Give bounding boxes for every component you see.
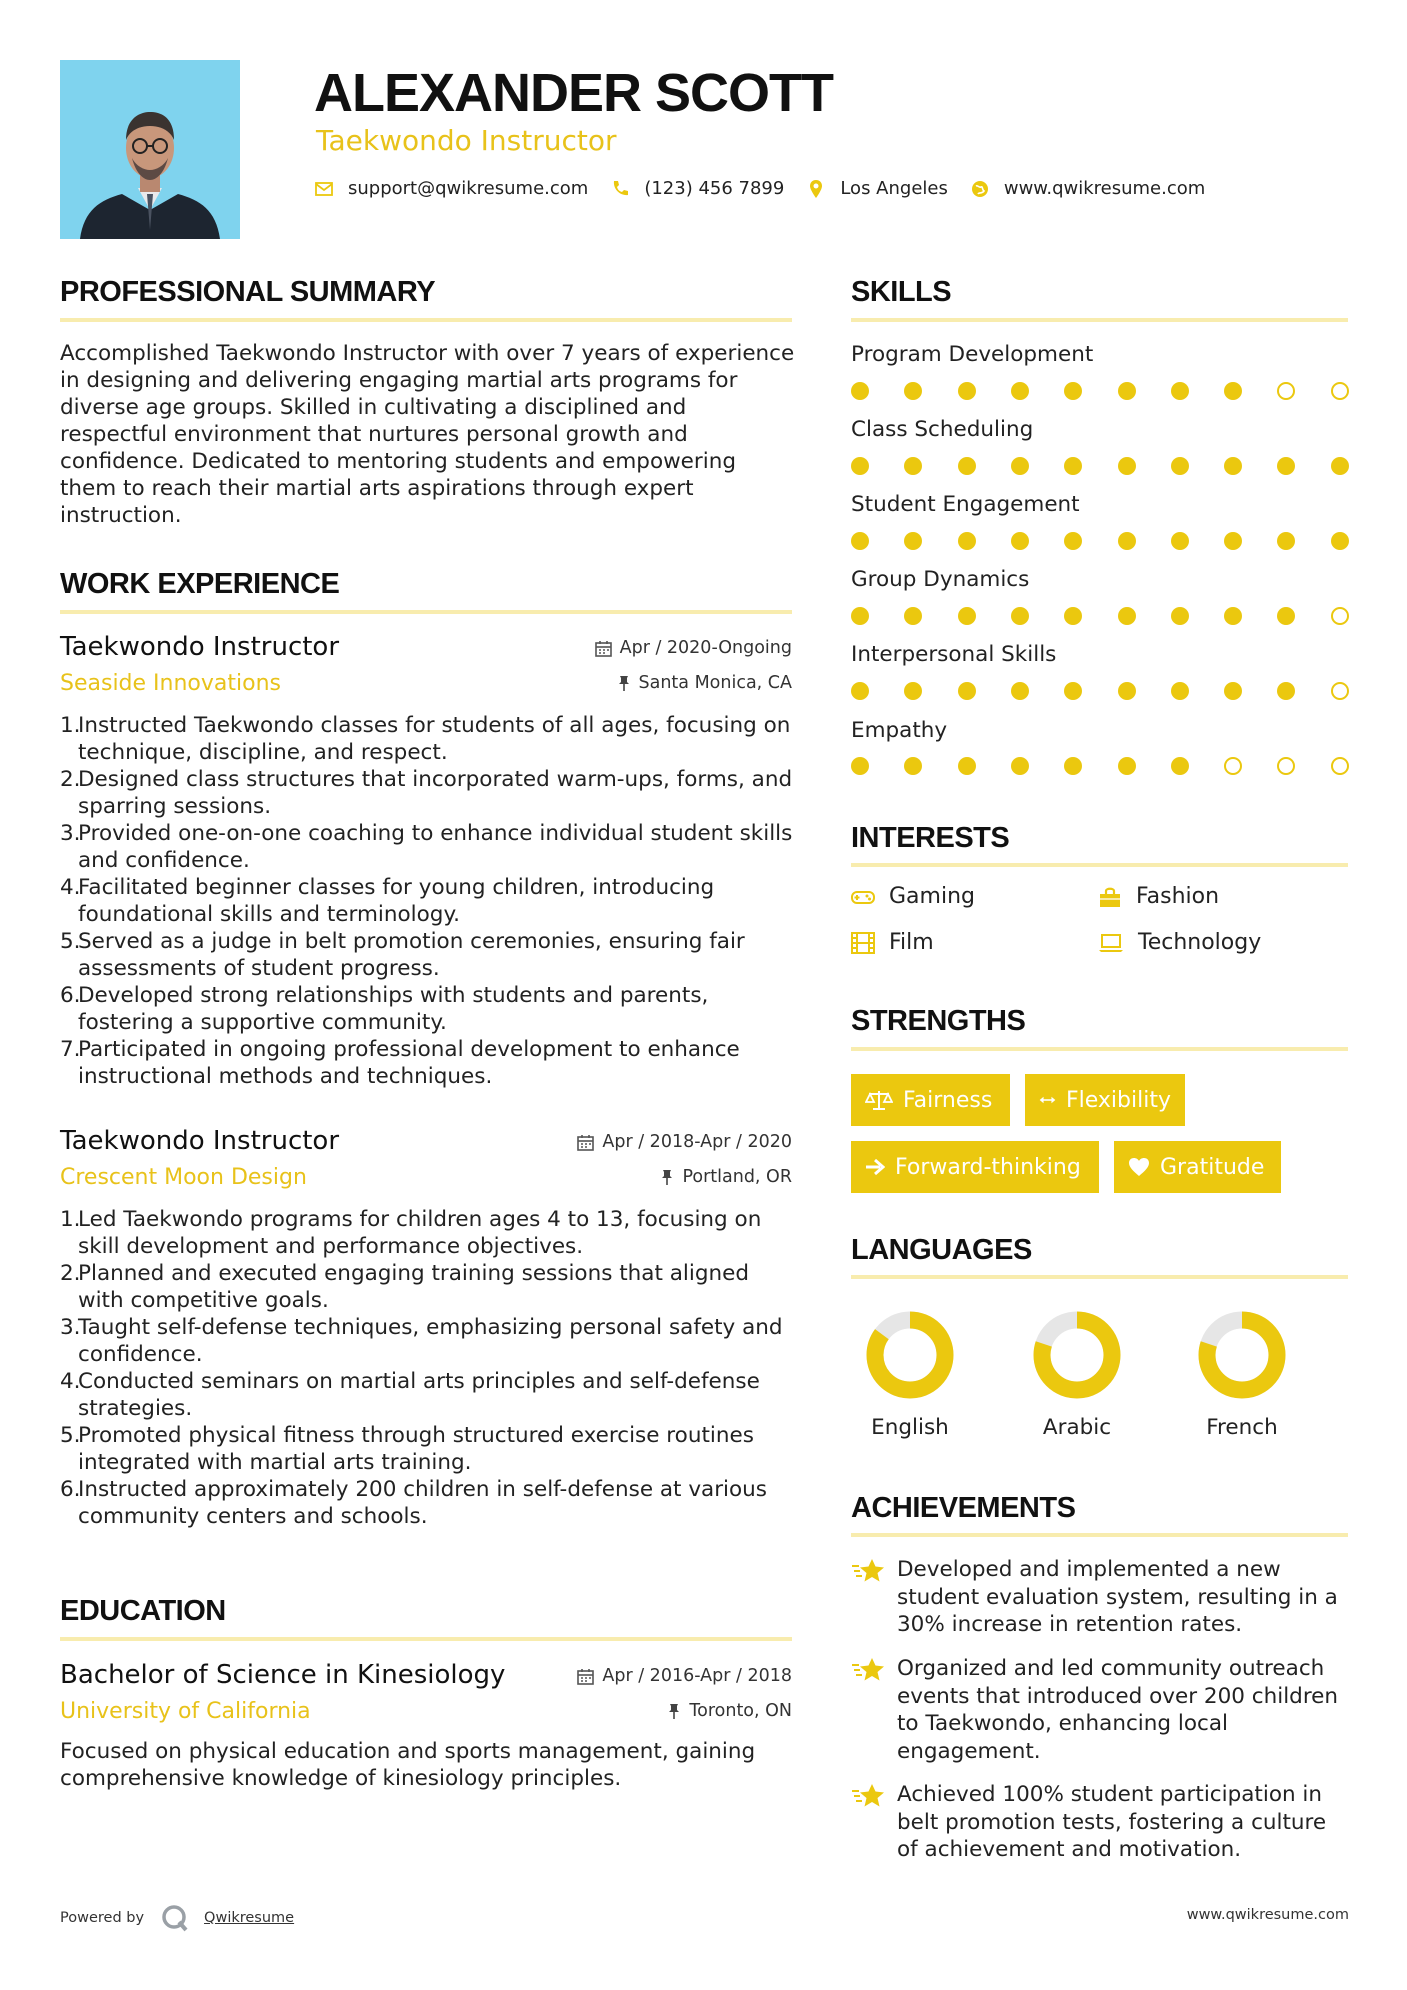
language-item bbox=[1022, 1310, 1132, 1470]
rating-dot-filled bbox=[1011, 532, 1029, 550]
skill-name: Interpersonal Skills bbox=[851, 642, 1057, 667]
job-duties-list bbox=[60, 1206, 795, 1530]
interests-rule bbox=[851, 863, 1348, 867]
list-item-text: Facilitated beginner classes for young children, introducing foundational skills and terminology. bbox=[78, 875, 715, 927]
rating-dot-filled bbox=[958, 607, 976, 625]
rating-dot-filled bbox=[1011, 682, 1029, 700]
language-item bbox=[855, 1310, 965, 1470]
language-proficiency-donut bbox=[1032, 1310, 1122, 1400]
achievement-text: Achieved 100% student participation in belt promotion tests, fostering a culture of achievement and motivation. bbox=[897, 1782, 1327, 1862]
rating-dot-filled bbox=[1118, 607, 1136, 625]
interest-label: Technology bbox=[1138, 930, 1262, 955]
list-item: 2. Planned and executed engaging training sessions that aligned with competitive goals. bbox=[60, 1261, 750, 1313]
rating-dot-empty bbox=[1331, 607, 1349, 625]
footer-url[interactable]: www.qwikresume.com bbox=[1186, 1907, 1349, 1923]
strengths-rule bbox=[851, 1047, 1348, 1051]
job-entry bbox=[60, 632, 792, 1102]
education-heading: EDUCATION bbox=[60, 1595, 226, 1627]
powered-by-text: Powered by bbox=[60, 1910, 145, 1926]
interests-heading: INTERESTS bbox=[851, 822, 1010, 854]
skill-name: Empathy bbox=[851, 718, 948, 743]
email-text: support@qwikresume.com bbox=[348, 178, 589, 199]
list-item: 4. Facilitated beginner classes for young children, introducing foundational skills and terminology. bbox=[60, 875, 715, 927]
job-date bbox=[577, 1132, 792, 1152]
rating-dot-filled bbox=[1011, 607, 1029, 625]
rating-dot-filled bbox=[1064, 382, 1082, 400]
language-name: English bbox=[871, 1415, 949, 1440]
strength-label: Forward-thinking bbox=[895, 1154, 1081, 1180]
strength-badge bbox=[1025, 1074, 1185, 1126]
language-name: Arabic bbox=[1042, 1415, 1112, 1440]
person-portrait-icon bbox=[60, 60, 240, 239]
rating-dot-filled bbox=[1171, 682, 1189, 700]
rating-dot-filled bbox=[851, 757, 869, 775]
strength-label: Gratitude bbox=[1160, 1154, 1265, 1180]
job-company: Seaside Innovations bbox=[60, 671, 281, 696]
language-proficiency-donut bbox=[865, 1310, 955, 1400]
gamepad-icon bbox=[851, 888, 875, 906]
experience-rule bbox=[60, 610, 792, 614]
list-item: 1. Led Taekwondo programs for children ages 4 to 13, focusing on skill development and performance objectives. bbox=[60, 1207, 762, 1259]
rating-dot-filled bbox=[1118, 682, 1136, 700]
list-item-text: Designed class structures that incorporated warm-ups, forms, and sparring sessions. bbox=[78, 767, 793, 819]
rating-dot-filled bbox=[1118, 382, 1136, 400]
qwikresume-logo-icon bbox=[160, 1903, 190, 1933]
strengths-heading: STRENGTHS bbox=[851, 1005, 1026, 1037]
job-date-text: Apr / 2020-Ongoing bbox=[619, 638, 792, 658]
contact-phone[interactable] bbox=[610, 178, 784, 199]
interest-item bbox=[1098, 930, 1261, 955]
school-name: University of California bbox=[60, 1699, 311, 1724]
rating-dot-filled bbox=[958, 457, 976, 475]
rating-dot-filled bbox=[851, 607, 869, 625]
rating-dot-filled bbox=[958, 382, 976, 400]
rating-dot-filled bbox=[1171, 382, 1189, 400]
rating-dot-filled bbox=[1171, 532, 1189, 550]
job-company: Crescent Moon Design bbox=[60, 1165, 307, 1190]
strength-label: Fairness bbox=[903, 1087, 993, 1113]
strength-badge bbox=[851, 1074, 1010, 1126]
list-item-text: Taught self-defense techniques, emphasizing personal safety and confidence. bbox=[78, 1315, 783, 1367]
rating-dot-filled bbox=[1118, 532, 1136, 550]
interest-label: Gaming bbox=[889, 884, 975, 909]
rating-dot-filled bbox=[904, 682, 922, 700]
rating-dot-filled bbox=[1171, 757, 1189, 775]
phone-text: (123) 456 7899 bbox=[644, 178, 785, 199]
pushpin-icon bbox=[617, 675, 631, 691]
rating-dot-filled bbox=[1011, 757, 1029, 775]
job-entry bbox=[60, 1126, 792, 1556]
education-rule bbox=[60, 1637, 792, 1641]
rating-dot-empty bbox=[1331, 382, 1349, 400]
rating-dot-filled bbox=[1277, 457, 1295, 475]
qwikresume-link[interactable]: Qwikresume bbox=[204, 1910, 295, 1926]
list-item: 1. Instructed Taekwondo classes for students of all ages, focusing on technique, discipline, and respect. bbox=[60, 713, 791, 765]
skills-heading: SKILLS bbox=[851, 276, 952, 308]
pushpin-icon bbox=[667, 1703, 681, 1719]
rating-dot-filled bbox=[851, 532, 869, 550]
rating-dot-empty bbox=[1331, 682, 1349, 700]
job-location-text: Portland, OR bbox=[682, 1167, 792, 1187]
list-item-text: Participated in ongoing professional development to enhance instructional methods and techniques. bbox=[78, 1037, 740, 1089]
summary-heading: PROFESSIONAL SUMMARY bbox=[60, 276, 436, 308]
summary-rule bbox=[60, 318, 792, 322]
list-item: 2. Designed class structures that incorporated warm-ups, forms, and sparring sessions. bbox=[60, 767, 793, 819]
education-entry bbox=[60, 1660, 792, 1800]
star-icon bbox=[851, 1558, 885, 1584]
list-item: 3. Provided one-on-one coaching to enhance individual student skills and confidence. bbox=[60, 821, 793, 873]
strength-label: Flexibility bbox=[1066, 1087, 1171, 1113]
candidate-name: ALEXANDER SCOTT bbox=[314, 63, 834, 123]
languages-rule bbox=[851, 1275, 1348, 1279]
interest-label: Film bbox=[889, 930, 934, 955]
rating-dot-filled bbox=[904, 757, 922, 775]
rating-dot-filled bbox=[1171, 607, 1189, 625]
bag-icon bbox=[1098, 886, 1122, 908]
interest-item bbox=[851, 884, 975, 909]
heart-icon bbox=[1128, 1157, 1150, 1177]
film-icon bbox=[851, 932, 875, 954]
achievement-text: Organized and led community outreach events that introduced over 200 children to Taekwondo, enhancing local engagement. bbox=[897, 1656, 1339, 1764]
scale-icon bbox=[865, 1089, 893, 1111]
globe-icon bbox=[970, 179, 990, 199]
skills-rule bbox=[851, 318, 1348, 322]
job-location bbox=[617, 673, 793, 693]
rating-dot-filled bbox=[958, 757, 976, 775]
list-item: 6. Developed strong relationships with students and parents, fostering a supportive community. bbox=[60, 983, 709, 1035]
interest-item bbox=[851, 930, 934, 955]
footer-powered-by bbox=[60, 1903, 294, 1933]
list-item: 6. Instructed approximately 200 children in self-defense at various community centers and schools. bbox=[60, 1477, 768, 1529]
strength-badge bbox=[851, 1141, 1099, 1193]
rating-dot-filled bbox=[904, 382, 922, 400]
language-name: French bbox=[1206, 1415, 1278, 1440]
arrows-h-icon bbox=[1039, 1092, 1056, 1108]
rating-dot-filled bbox=[958, 682, 976, 700]
rating-dot-filled bbox=[1224, 607, 1242, 625]
location-text: Los Angeles bbox=[840, 178, 948, 199]
star-icon bbox=[851, 1783, 885, 1809]
rating-dot-filled bbox=[1064, 757, 1082, 775]
rating-dot-filled bbox=[1224, 682, 1242, 700]
experience-heading: WORK EXPERIENCE bbox=[60, 568, 340, 600]
achievement-item bbox=[851, 1655, 1351, 1770]
star-icon bbox=[851, 1657, 885, 1683]
education-description: Focused on physical education and sports management, gaining comprehensive knowledge of kinesiology principles. bbox=[60, 1739, 756, 1791]
language-item bbox=[1187, 1310, 1297, 1470]
rating-dot-filled bbox=[1064, 457, 1082, 475]
profile-photo bbox=[60, 60, 240, 239]
rating-dot-empty bbox=[1277, 757, 1295, 775]
rating-dot-filled bbox=[1064, 607, 1082, 625]
list-item-text: Instructed approximately 200 children in self-defense at various community centers and schools. bbox=[78, 1477, 768, 1529]
list-item-text: Served as a judge in belt promotion ceremonies, ensuring fair assessments of student progress. bbox=[78, 929, 745, 981]
interest-item bbox=[1098, 884, 1219, 909]
education-location-text: Toronto, ON bbox=[689, 1701, 792, 1721]
website-text: www.qwikresume.com bbox=[1003, 178, 1206, 199]
rating-dot-filled bbox=[1171, 457, 1189, 475]
education-date bbox=[577, 1666, 792, 1686]
rating-dot-empty bbox=[1224, 757, 1242, 775]
rating-dot-filled bbox=[1064, 532, 1082, 550]
education-location bbox=[667, 1701, 792, 1721]
list-item-text: Developed strong relationships with students and parents, fostering a supportive community. bbox=[78, 983, 709, 1035]
rating-dot-filled bbox=[1277, 607, 1295, 625]
contact-website[interactable] bbox=[970, 178, 1205, 199]
list-item-text: Instructed Taekwondo classes for students of all ages, focusing on technique, discipline, and respect. bbox=[78, 713, 791, 765]
achievements-rule bbox=[851, 1533, 1348, 1537]
rating-dot-filled bbox=[1011, 382, 1029, 400]
rating-dot-filled bbox=[904, 457, 922, 475]
rating-dot-filled bbox=[851, 682, 869, 700]
job-date bbox=[595, 638, 792, 658]
rating-dot-filled bbox=[958, 532, 976, 550]
list-item: 4. Conducted seminars on martial arts principles and self-defense strategies. bbox=[60, 1369, 760, 1421]
strength-badge bbox=[1114, 1141, 1281, 1193]
list-item: 3. Taught self-defense techniques, emphasizing personal safety and confidence. bbox=[60, 1315, 783, 1367]
list-item-text: Conducted seminars on martial arts principles and self-defense strategies. bbox=[78, 1369, 760, 1421]
rating-dot-empty bbox=[1277, 382, 1295, 400]
achievement-text: Developed and implemented a new student evaluation system, resulting in a 30% increase in retention rates. bbox=[897, 1557, 1338, 1637]
rating-dot-empty bbox=[1331, 757, 1349, 775]
list-item: 5. Promoted physical fitness through structured exercise routines integrated with martial arts training. bbox=[60, 1423, 754, 1475]
languages-heading: LANGUAGES bbox=[851, 1234, 1032, 1266]
phone-icon bbox=[610, 179, 630, 199]
interest-label: Fashion bbox=[1136, 884, 1220, 909]
rating-dot-filled bbox=[851, 382, 869, 400]
calendar-icon bbox=[577, 1134, 594, 1151]
pushpin-icon bbox=[660, 1169, 674, 1185]
rating-dot-filled bbox=[1224, 382, 1242, 400]
candidate-title: Taekwondo Instructor bbox=[316, 124, 617, 157]
job-role: Taekwondo Instructor bbox=[60, 632, 340, 662]
language-proficiency-donut bbox=[1197, 1310, 1287, 1400]
job-role: Taekwondo Instructor bbox=[60, 1126, 340, 1156]
rating-dot-filled bbox=[1331, 532, 1349, 550]
list-item-text: Led Taekwondo programs for children ages 4 to 13, focusing on skill development and performance objectives. bbox=[78, 1207, 762, 1259]
list-item-text: Promoted physical fitness through structured exercise routines integrated with martial arts training. bbox=[78, 1423, 754, 1475]
rating-dot-filled bbox=[1118, 457, 1136, 475]
achievement-item bbox=[851, 1556, 1351, 1646]
calendar-icon bbox=[577, 1668, 594, 1685]
skill-name: Student Engagement bbox=[851, 492, 1080, 517]
skill-name: Group Dynamics bbox=[851, 567, 1030, 592]
rating-dot-filled bbox=[1011, 457, 1029, 475]
job-location bbox=[660, 1167, 792, 1187]
contact-bar bbox=[314, 178, 1227, 199]
summary-text: Accomplished Taekwondo Instructor with over 7 years of experience in designing and delivering engaging martial arts programs for diverse age groups. Skilled in cultivating a disciplined and respectful environment that nurtures personal growth and confidence. Dedicated to mentoring students and empowering them to reach their martial arts aspirations through expert instruction. bbox=[60, 341, 795, 528]
list-item: 5. Served as a judge in belt promotion ceremonies, ensuring fair assessments of student progress. bbox=[60, 929, 745, 981]
list-item-text: Provided one-on-one coaching to enhance individual student skills and confidence. bbox=[78, 821, 793, 873]
rating-dot-filled bbox=[904, 532, 922, 550]
skill-name: Program Development bbox=[851, 342, 1094, 367]
job-location-text: Santa Monica, CA bbox=[638, 673, 792, 693]
map-pin-icon bbox=[806, 179, 826, 199]
skill-name: Class Scheduling bbox=[851, 417, 1034, 442]
contact-email[interactable] bbox=[314, 178, 588, 199]
rating-dot-filled bbox=[1331, 457, 1349, 475]
job-date-text: Apr / 2018-Apr / 2020 bbox=[602, 1132, 792, 1152]
rating-dot-filled bbox=[851, 457, 869, 475]
rating-dot-filled bbox=[1118, 757, 1136, 775]
list-item: 7. Participated in ongoing professional development to enhance instructional methods and techniques. bbox=[60, 1037, 740, 1089]
list-item-text: Planned and executed engaging training sessions that aligned with competitive goals. bbox=[78, 1261, 750, 1313]
rating-dot-filled bbox=[1224, 457, 1242, 475]
achievements-heading: ACHIEVEMENTS bbox=[851, 1492, 1076, 1524]
contact-location bbox=[806, 178, 948, 199]
rating-dot-filled bbox=[1224, 532, 1242, 550]
calendar-icon bbox=[595, 640, 612, 657]
education-date-text: Apr / 2016-Apr / 2018 bbox=[602, 1666, 792, 1686]
laptop-icon bbox=[1098, 933, 1124, 953]
achievement-item bbox=[851, 1781, 1351, 1871]
rating-dot-filled bbox=[1277, 682, 1295, 700]
job-duties-list bbox=[60, 712, 795, 1090]
rating-dot-filled bbox=[1064, 682, 1082, 700]
envelope-icon bbox=[314, 179, 334, 199]
arrow-right-icon bbox=[865, 1158, 885, 1176]
rating-dot-filled bbox=[1277, 532, 1295, 550]
rating-dot-filled bbox=[904, 607, 922, 625]
degree-title: Bachelor of Science in Kinesiology bbox=[60, 1660, 506, 1690]
